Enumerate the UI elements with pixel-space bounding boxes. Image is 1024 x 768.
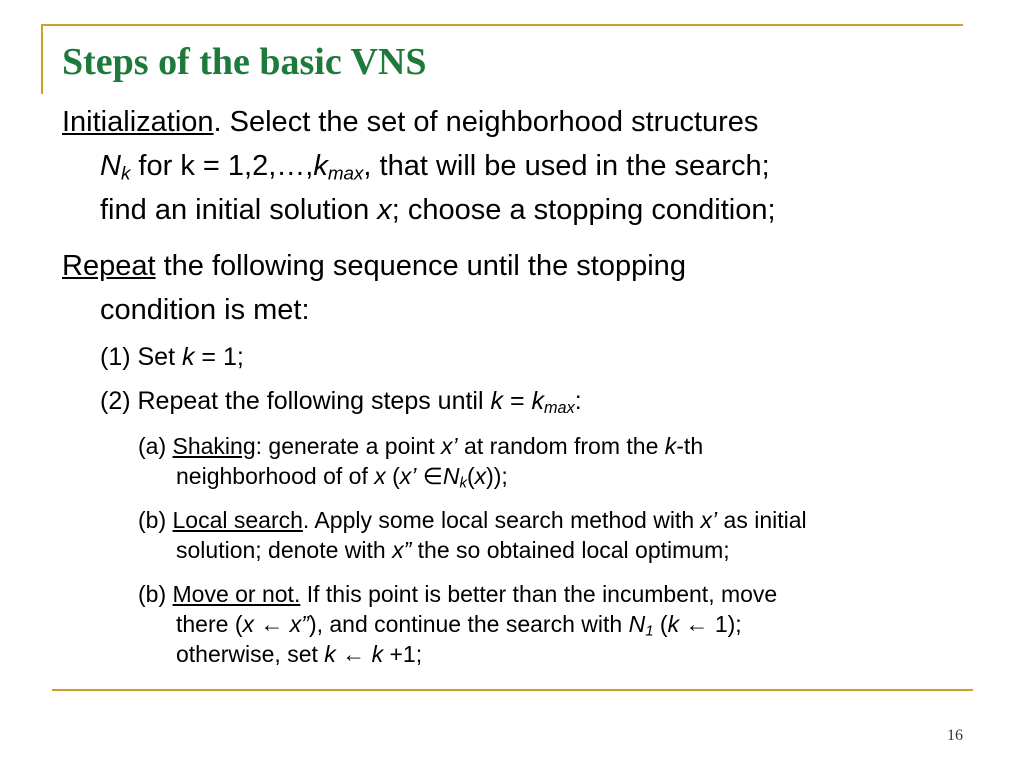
move-line-1: (b) Move or not. If this point is better than the incumbent, move (138, 581, 778, 607)
slide-title: Steps of the basic VNS (62, 41, 427, 83)
move-line-3: otherwise, set k ← k +1; (176, 641, 423, 667)
shaking-step (138, 431, 703, 491)
initialization-line-1: Initialization. Select the set of neighborhood structures (62, 106, 759, 138)
initialization-label: Initialization (62, 106, 214, 138)
local-search-label: Local search (172, 507, 303, 533)
repeat-label: Repeat (62, 250, 156, 282)
slide-number: 16 (947, 727, 963, 744)
shaking-label: Shaking (172, 433, 256, 459)
local-search-step (138, 505, 807, 565)
local-search-line-2: solution; denote with x” the so obtained local optimum; (176, 537, 730, 563)
top-rule (41, 24, 963, 26)
repeat-line-2: condition is met: (100, 294, 310, 326)
initialization-line-2: $N_k$ for $k = 1,2,\dots,k_{max}$, that will be used in the search; (100, 150, 770, 184)
local-search-line-1: (b) Local search. Apply some local search method with x’ as initial (138, 507, 807, 533)
move-line-2: there (x ← x”), and continue the search with $N_1$ (k ← 1); (176, 611, 742, 640)
bottom-rule (52, 689, 973, 691)
initialization-paragraph (62, 100, 776, 232)
repeat-paragraph (62, 244, 686, 332)
move-step (138, 579, 777, 669)
shaking-line-2: neighborhood of of x (x’ $\in N_k(x)$); (176, 463, 508, 492)
left-rule (41, 24, 43, 94)
shaking-line-1: (a) Shaking: generate a point x’ at random from the k-th (138, 433, 704, 459)
move-label: Move or not. (172, 581, 301, 607)
initialization-line-3: find an initial solution x; choose a stopping condition; (100, 194, 776, 226)
repeat-line-1: Repeat the following sequence until the stopping (62, 250, 686, 282)
step-1: (1) Set k = 1; (100, 343, 244, 371)
step-2: (2) Repeat the following steps until $k = k_{max}$: (100, 387, 582, 418)
